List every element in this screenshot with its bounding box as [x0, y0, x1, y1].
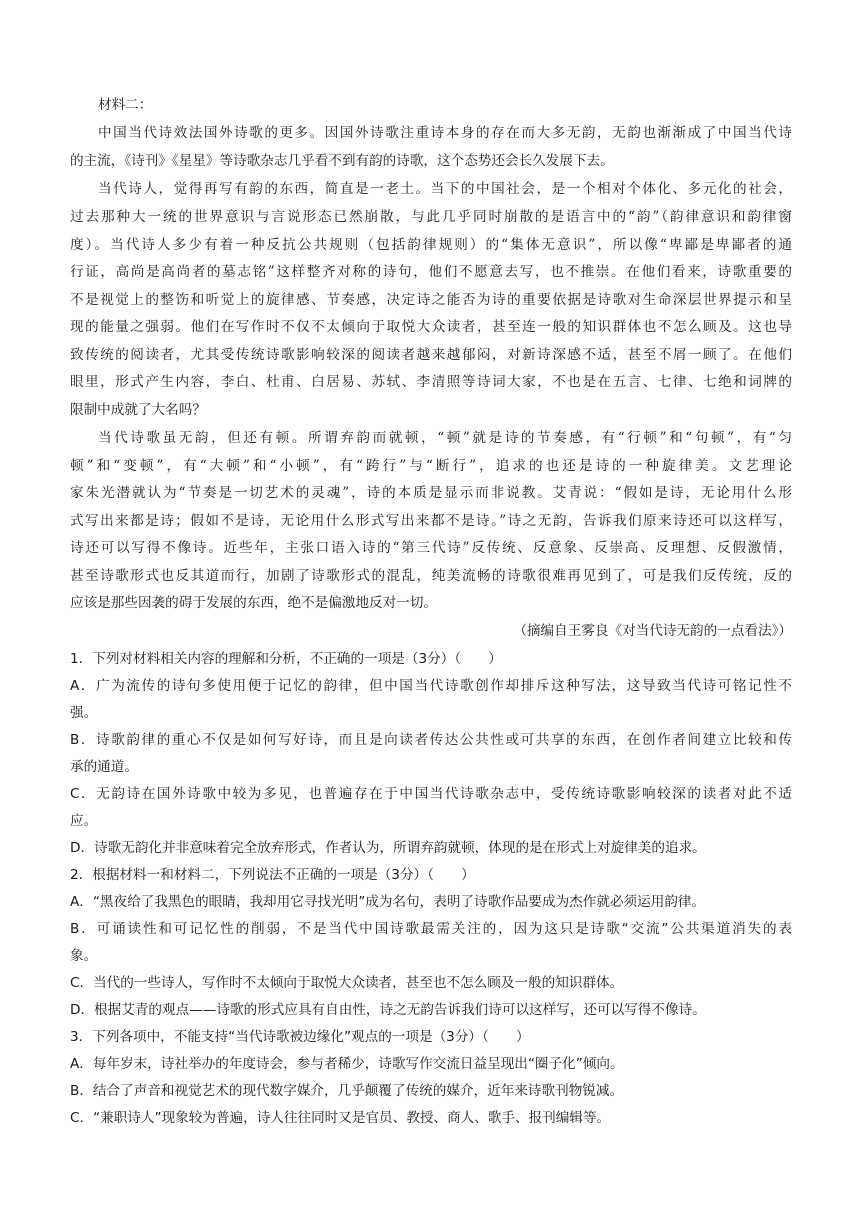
material-line: 行证，高尚是高尚者的墓志铭”这样整齐对称的诗句，他们不愿意去写，也不推崇。在他们看来，诗歌重要的	[70, 264, 792, 280]
material-line: 应该是那些因袭的碍于发展的东西，绝不是偏激地反对一切。	[70, 595, 438, 611]
option-line: 强。	[70, 705, 98, 721]
source-note: （摘编自王雾良《对当代诗无韵的一点看法》）	[513, 623, 792, 639]
material-line: 式写出来都是诗；假如不是诗，无论用什么形式写出来都不是诗。”诗之无韵，告诉我们原来诗还可以这样写，	[70, 513, 792, 529]
material-line: 诗还可以写得不像诗。近些年，主张口语入诗的“第三代诗”反传统、反意象、反崇高、反理想、反假激情，	[70, 540, 792, 556]
option-line: C．当代的一些诗人，写作时不太倾向于取悦大众读者，甚至也不怎么顾及一般的知识群体。	[70, 975, 624, 991]
material-line: 甚至诗歌形式也反其道而行，加剧了诗歌形式的混乱，纯美流畅的诗歌很难再见到了，可是我们反传统，反的	[70, 568, 792, 584]
option-line: A．广为流传的诗句多使用便于记忆的韵律，但中国当代诗歌创作却排斥这种写法，这导致当代诗可铭记性不	[70, 678, 792, 694]
question-stem: 3．下列各项中，不能支持“当代诗歌被边缘化”观点的一项是（3分）（ ）	[70, 1029, 530, 1045]
material-line: 不是视觉上的整饬和听觉上的旋律感、节奏感，决定诗之能否为诗的重要依据是诗歌对生命深层世界提示和呈	[70, 292, 792, 308]
material-line: 家朱光潜就认为“节奏是一切艺术的灵魂”，诗的本质是显示而非说教。艾青说：“假如是诗，无论用什么形	[70, 485, 792, 501]
option-line: C．“兼职诗人”现象较为普遍，诗人往往同时又是官员、教授、商人、歌手、报刊编辑等。	[70, 1110, 611, 1126]
option-line: A．“黑夜给了我黑色的眼睛，我却用它寻找光明”成为名句，表明了诗歌作品要成为杰作就必须运用韵律。	[70, 894, 706, 910]
material-line: 当代诗人，觉得再写有韵的东西，简直是一老土。当下的中国社会，是一个相对个体化、多元化的社会，	[98, 181, 792, 197]
material-line: 度）。当代诗人多少有着一种反抗公共规则（包括韵律规则）的“集体无意识”，所以像“卑鄙是卑鄙者的通	[70, 237, 792, 253]
option-line: B．诗歌韵律的重心不仅是如何写好诗，而且是向读者传达公共性或可共享的东西，在创作者间建立比较和传	[70, 732, 792, 748]
option-line: 承的通道。	[70, 759, 138, 775]
material-line: 致传统的阅读者，尤其受传统诗歌影响较深的阅读者越来越郁闷，对新诗深感不适，甚至不屑一顾了。在他们	[70, 347, 792, 363]
question-stem: 1．下列对材料相关内容的理解和分析，不正确的一项是（3分）（ ）	[70, 651, 502, 667]
material-line: 眼里，形式产生内容，李白、杜甫、白居易、苏轼、李清照等诗词大家，不也是在五言、七律、七绝和词牌的	[70, 374, 792, 390]
question-stem: 2．根据材料一和材料二，下列说法不正确的一项是（3分）（ ）	[70, 867, 475, 883]
material-line: 当代诗歌虽无韵，但还有顿。所谓弃韵而就顿，“顿”就是诗的节奏感，有“行顿”和“句顿”，有“匀	[98, 430, 792, 446]
material-line: 的主流，《诗刊》《星星》等诗歌杂志几乎看不到有韵的诗歌，这个态势还会长久发展下去。	[70, 153, 614, 169]
option-line: D．诗歌无韵化并非意味着完全放弃形式，作者认为，所谓弃韵就顿，体现的是在形式上对旋律美的追求。	[70, 840, 706, 856]
option-line: A．每年岁末，诗社举办的年度诗会，参与者稀少，诗歌写作交流日益呈现出“圈子化”倾向。	[70, 1056, 624, 1072]
material-line: 限制中成就了大名吗？	[70, 402, 206, 418]
material-line: 顿”和“变顿”，有“大顿”和“小顿”，有“跨行”与“断行”，追求的也还是诗的一种旋律美。文艺理论	[70, 458, 792, 474]
material-line: 过去那种大一统的世界意识与言说形态已然崩散，与此几乎同时崩散的是语言中的“韵”（韵律意识和韵律窗	[70, 209, 792, 225]
option-line: C．无韵诗在国外诗歌中较为多见，也普遍存在于中国当代诗歌杂志中，受传统诗歌影响较深的读者对此不适	[70, 786, 792, 802]
option-line: B．结合了声音和视觉艺术的现代数字媒介，几乎颠覆了传统的媒介，近年来诗歌刊物锐减。	[70, 1083, 624, 1099]
material-heading: 材料二：	[98, 97, 153, 113]
material-line: 中国当代诗效法国外诗歌的更多。因国外诗歌注重诗本身的存在而大多无韵，无韵也渐渐成了中国当代诗	[98, 125, 792, 141]
option-line: 象。	[70, 948, 98, 964]
material-line: 现的能量之强弱。他们在写作时不仅不太倾向于取悦大众读者，甚至连一般的知识群体也不怎么顾及。这也导	[70, 319, 792, 335]
option-line: D．根据艾青的观点——诗歌的形式应具有自由性，诗之无韵告诉我们诗可以这样写，还可以写得不像诗。	[70, 1002, 706, 1018]
option-line: 应。	[70, 813, 98, 829]
option-line: B．可诵读性和可记忆性的削弱，不是当代中国诗歌最需关注的，因为这只是诗歌“交流”公共渠道消失的表	[70, 921, 792, 937]
